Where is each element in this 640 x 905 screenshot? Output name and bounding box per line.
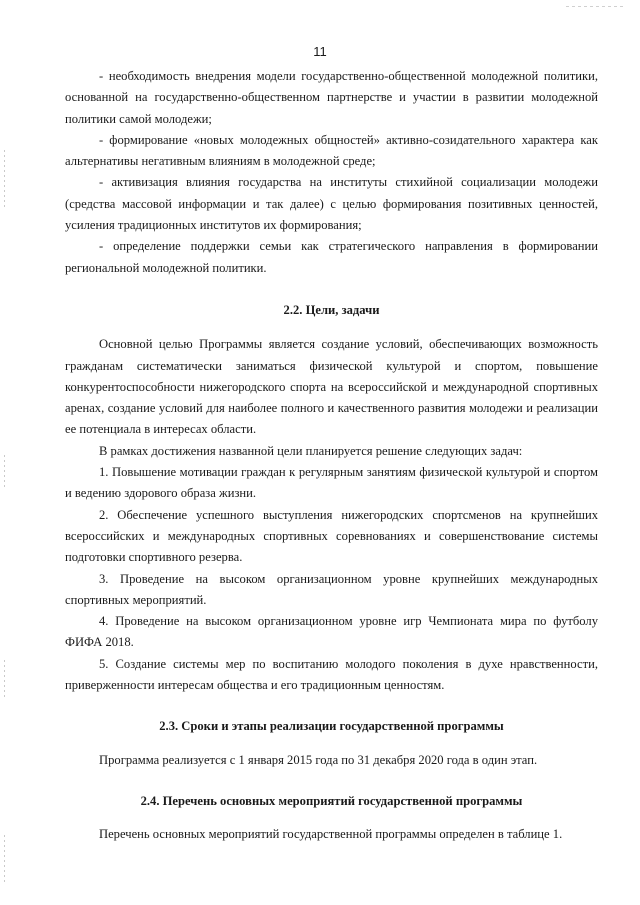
scan-artifact [566, 6, 626, 7]
page-number: 11 [313, 44, 327, 59]
task-item: 2. Обеспечение успешного выступления нижегородских спортсменов на крупнейших всероссийских и международных спортивных соревнованиях и совершенствование системы подготовки спортивного резерва. [65, 507, 598, 565]
scan-edge-mark [4, 660, 5, 700]
section-heading-goals: 2.2. Цели, задачи [283, 302, 380, 317]
task-item: 1. Повышение мотивации граждан к регулярным занятиям физической культурой и спортом и ведению здорового образа жизни. [65, 465, 598, 501]
scan-edge-mark [4, 835, 5, 885]
terms-paragraph: Программа реализуется с 1 января 2015 года по 31 декабря 2020 года в один этап. [99, 752, 538, 767]
scan-edge-mark [4, 455, 5, 490]
tasks-intro: В рамках достижения названной цели планируется решение следующих задач: [99, 443, 523, 458]
activities-paragraph: Перечень основных мероприятий государственной программы определен в таблице 1. [99, 827, 563, 842]
section-heading-terms: 2.3. Сроки и этапы реализации государственной программы [159, 719, 504, 734]
intro-item: - определение поддержки семьи как стратегического направления в формировании региональной молодежной политики. [65, 239, 598, 275]
task-item: 4. Проведение на высоком организационном уровне игр Чемпионата мира по футболу ФИФА 2018. [65, 614, 598, 650]
main-goal-paragraph: Основной целью Программы является создание условий, обеспечивающих возможность гражданам систематически заниматься физической культурой и спортом, повышение конкурентоспособности нижегородского спорта на всероссийской и международной спортивных аренах, создание условий для наиболее полного и качественного развития молодежи и реализации ее потенциала в интересах области. [65, 337, 598, 437]
document-body [65, 66, 598, 846]
intro-item: - активизация влияния государства на институты стихийной социализации молодежи (средства массовой информации и так далее) с целью формирования позитивных ценностей, усиления традиционных институтов их формирования; [65, 175, 598, 233]
section-heading-activities: 2.4. Перечень основных мероприятий государственной программы [140, 793, 523, 808]
task-item: 3. Проведение на высоком организационном уровне крупнейших международных спортивных мероприятий. [65, 571, 598, 607]
scan-edge-mark [4, 150, 5, 210]
task-item: 5. Создание системы мер по воспитанию молодого поколения в духе нравственности, приверженности интересам общества и его традиционным ценностям. [65, 656, 598, 693]
intro-item: - необходимость внедрения модели государственно-общественной молодежной политики, основанной на государственно-общественном партнерстве и участии в развитии молодежной политики самой молодежи; [65, 69, 598, 126]
intro-item: - формирование «новых молодежных общностей» активно-созидательного характера как альтернативы негативным влияниям в молодежной среде; [65, 132, 598, 169]
